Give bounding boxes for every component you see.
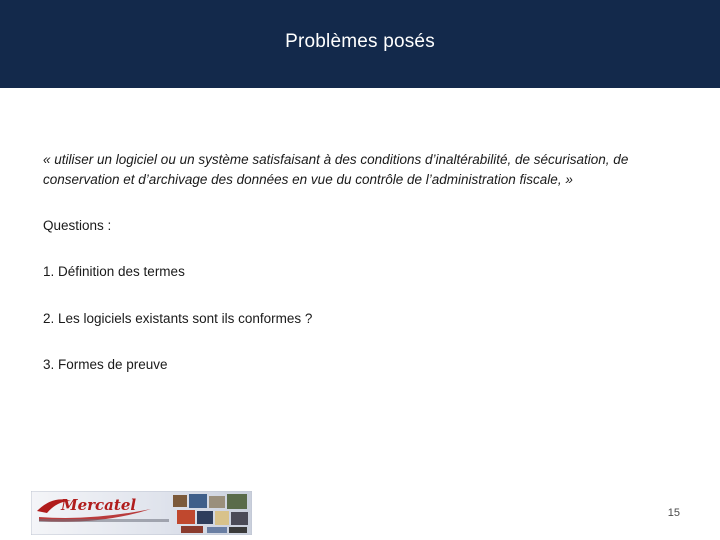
- mercatel-logo: [31, 491, 252, 535]
- questions-heading: Questions :: [43, 218, 112, 233]
- page-number: 15: [667, 507, 680, 519]
- question-item-1: 1. Définition des termes: [43, 264, 185, 279]
- logo-brand-text: Mercatel: [61, 496, 137, 514]
- question-item-3: 3. Formes de preuve: [43, 357, 168, 372]
- legal-quote: « utiliser un logiciel ou un système satisfaisant à des conditions d’inaltérabilité, de sécurisation, de conservation et d’archivage des données en vue du contrôle de l’administration fiscale, »: [43, 152, 629, 187]
- title-banner: [0, 0, 720, 88]
- slide-title: Problèmes posés: [285, 31, 435, 52]
- question-item-2: 2. Les logiciels existants sont ils conformes ?: [43, 311, 313, 326]
